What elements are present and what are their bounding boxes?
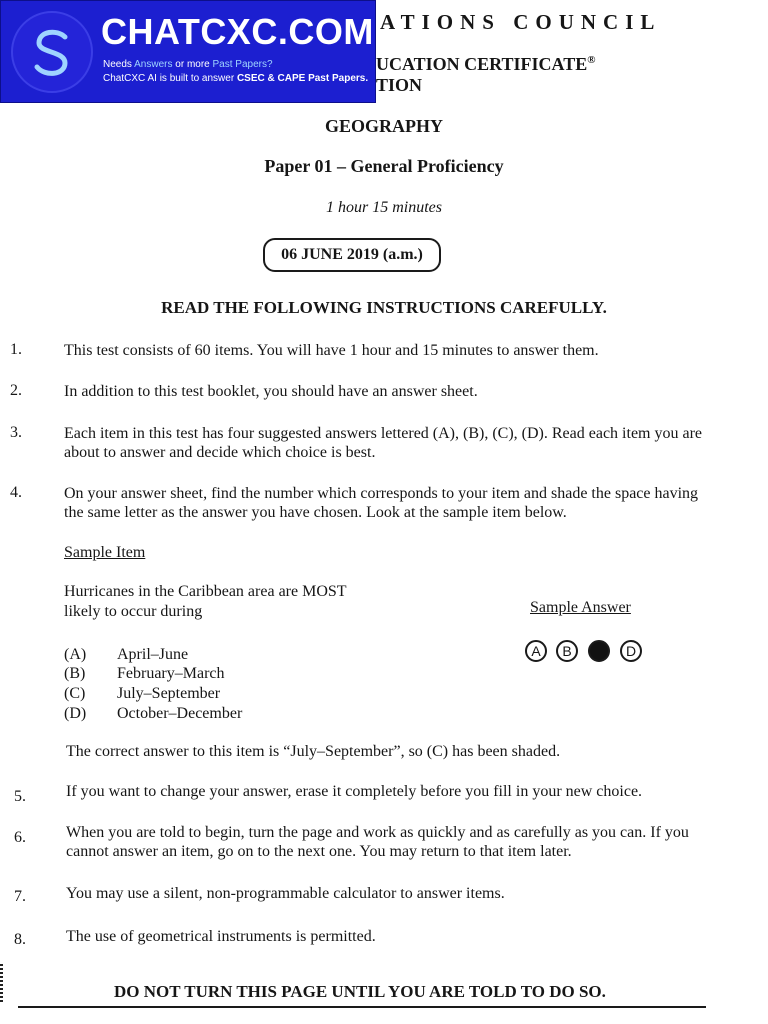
instruction-number: 1. [10,341,22,358]
answer-bubble-a: A [525,640,547,662]
instruction-text: This test consists of 60 items. You will have 1 hour and 15 minutes to answer them. [64,342,599,359]
certificate-title: UCATION CERTIFICATE® [376,54,596,74]
option-letter: (A) [64,646,87,663]
instruction-number: 2. [10,382,22,399]
instruction-number: 5. [14,788,26,805]
option-letter: (D) [64,705,87,722]
instructions-heading: READ THE FOLLOWING INSTRUCTIONS CAREFULLY. [161,298,607,317]
instruction-number: 8. [14,931,26,948]
option-text: April–June [117,646,189,663]
footer-warning: DO NOT TURN THIS PAGE UNTIL YOU ARE TOLD TO DO SO. [114,982,606,1001]
sample-explanation: The correct answer to this item is “July–September”, so (C) has been shaded. [66,743,561,760]
instruction-text: On your answer sheet, find the number which corresponds to your item and shade the space having the same letter as the answer you have chosen. Look at the sample item below. [64,485,699,521]
sample-answer-label: Sample Answer [530,599,631,616]
instruction-number: 3. [10,424,22,441]
footer-rule [18,1006,706,1008]
option-text: February–March [117,665,225,682]
instruction-text: The use of geometrical instruments is permitted. [66,928,376,945]
option-text: July–September [117,685,221,702]
option-letter: (B) [64,665,86,682]
sample-question: Hurricanes in the Caribbean area are MOST likely to occur during [64,583,347,620]
paper-title: Paper 01 – General Proficiency [264,156,504,176]
exam-date: 06 JUNE 2019 (a.m.) [263,238,441,272]
answer-bubble-c-filled [588,640,610,662]
examination-title: TION [376,75,423,95]
banner-tagline-1: Needs Answers or more Past Papers? [103,59,273,70]
instruction-number: 4. [10,484,22,501]
instruction-text: If you want to change your answer, erase it completely before you fill in your new choice. [66,783,643,800]
banner-tagline-2: ChatCXC AI is built to answer CSEC & CAPE Past Papers. [103,73,369,84]
exam-duration: 1 hour 15 minutes [326,199,442,216]
option-text: October–December [117,705,243,722]
option-letter: (C) [64,685,86,702]
sample-item-label: Sample Item [64,544,146,561]
chatcxc-banner[interactable] [0,0,376,103]
instruction-text: In addition to this test booklet, you should have an answer sheet. [64,383,478,400]
answer-bubble-d: D [620,640,642,662]
council-name: ATIONS COUNCIL [380,10,662,34]
answer-bubble-b: B [556,640,578,662]
s-swirl-logo-icon [11,11,93,93]
instruction-text: You may use a silent, non-programmable calculator to answer items. [66,885,505,902]
instruction-number: 6. [14,829,26,846]
instruction-number: 7. [14,888,26,905]
subject-title: GEOGRAPHY [324,116,443,136]
instruction-text: Each item in this test has four suggested answers lettered (A), (B), (C), (D). Read each item you are about to answer and decide which choice is best. [64,425,703,461]
scan-edge-marks [0,964,3,1002]
instruction-text: When you are told to begin, turn the page and work as quickly and as carefully as you can. If you cannot answer an item, go on to the next one. You may return to that item later. [66,824,689,860]
brand-name: CHATCXC.COM [101,11,374,52]
